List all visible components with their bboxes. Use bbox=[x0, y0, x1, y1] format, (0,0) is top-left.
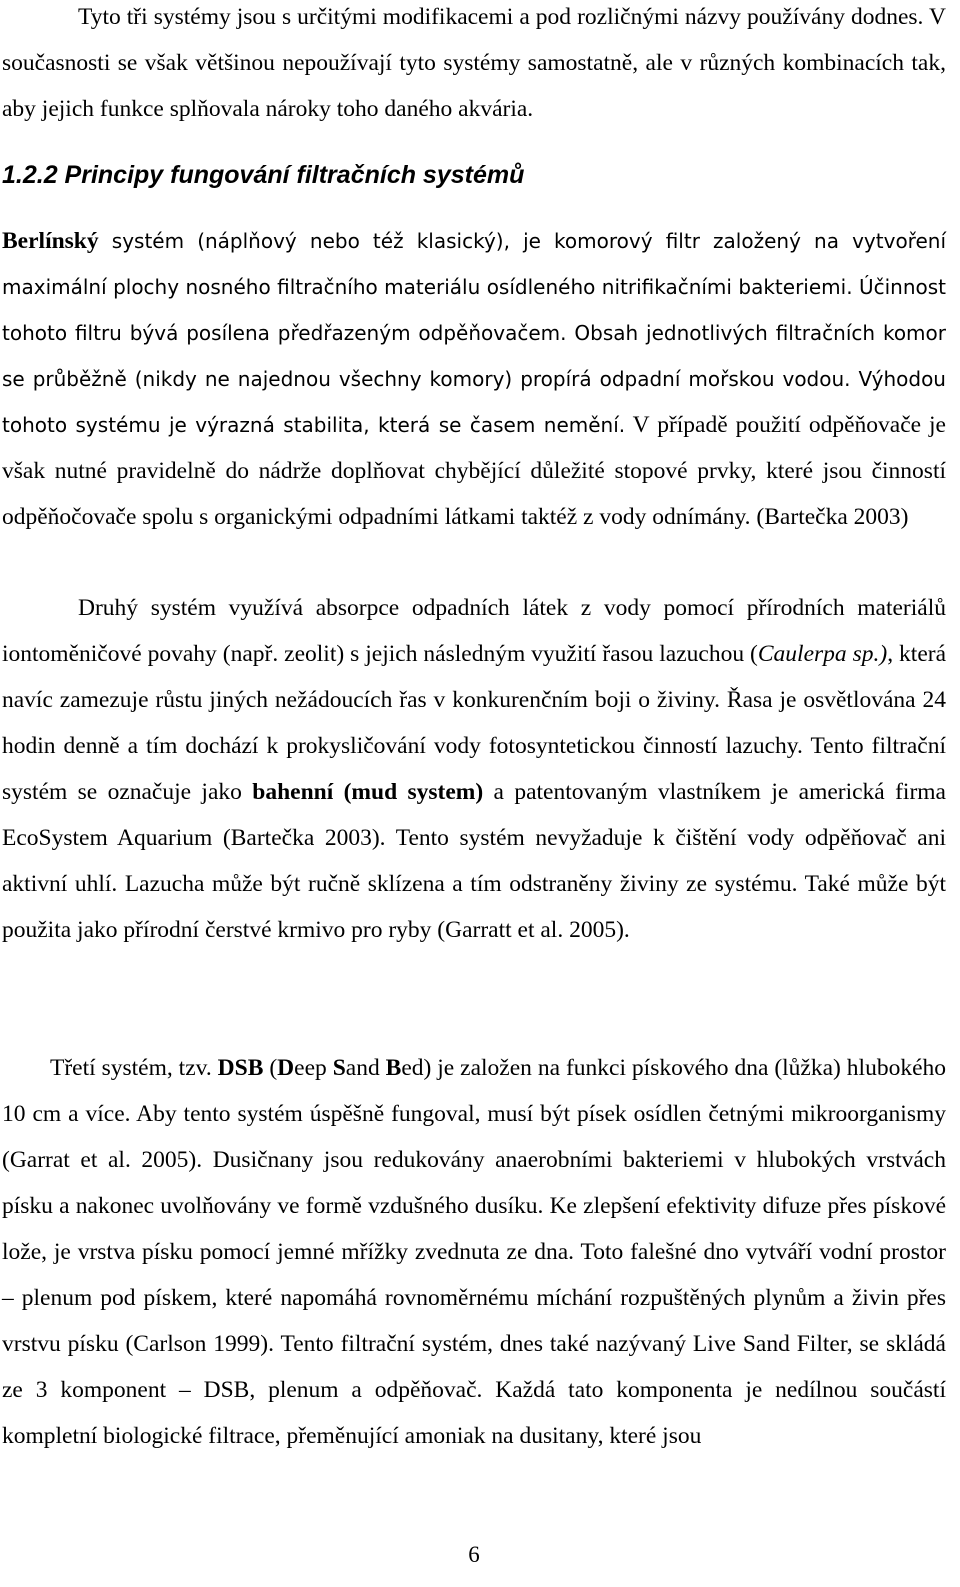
dsb-eep: eep bbox=[294, 1055, 333, 1081]
mud-system-term: bahenní (mud system) bbox=[252, 779, 484, 805]
intro-paragraph bbox=[2, 0, 946, 132]
section-heading: 1.2.2 Principy fungování filtračních systémů bbox=[2, 161, 525, 189]
dsb-letter-b: B bbox=[385, 1055, 402, 1081]
dsb-ed: ed) bbox=[401, 1055, 432, 1081]
dsb-letter-d: D bbox=[277, 1055, 295, 1081]
second-text-a: Druhý systém využívá absorpce odpadních látek z vody pomocí přírodních materiálů iontoměničové povahy (např. zeolit) s jejich následným využití řasou lazuchou ( bbox=[2, 595, 946, 667]
berlin-term: Berlínský bbox=[2, 228, 99, 254]
third-system-paragraph bbox=[2, 1045, 946, 1459]
second-text-c: a patentovaným vlastníkem je americká firma EcoSystem Aquarium (Bartečka 2003). Tento systém nevyžaduje k čištění vody odpěňovač ani aktivní uhlí. Lazucha může být ručně sklízena a tím odstraněny živiny ze systému. Také může být použita jako přírodní čerstvé krmivo pro ryby (Garratt et al. 2005). bbox=[2, 779, 946, 943]
third-text-b: je založen na funkci pískového dna (lůžka) hlubokého 10 cm a více. Aby tento systém úspěšně fungoval, musí být písek osídlen četnými mikroorganismy (Garrat et al. 2005). Dusičnany jsou redukovány anaerobními bakteriemi v hlubokých vrstvách písku a nakonec uvolňovány ve formě vzdušného dusíku. Ke zlepšení efektivity difuze přes pískové lože, je vrstva písku pomocí jemné mřížky zvednuta ze dna. Toto falešné dno vytváří vodní prostor – plenum pod pískem, které napomáhá rovnoměrnému míchání rozpuštěných plynům a živin přes vrstvu písku (Carlson 1999). Tento filtrační systém, dnes také nazývaný Live Sand Filter, se skládá ze 3 komponent – DSB, plenum a odpěňovač. Každá tato komponenta je nedílnou součástí kompletní biologické filtrace, přeměnující amoniak na dusitany, které jsou bbox=[2, 1055, 946, 1449]
page-number: 6 bbox=[468, 1542, 480, 1567]
berlin-text: systém (náplňový nebo též klasický), je komorový filtr založený na vytvoření maximální plochy nosného filtračního materiálu osídleného nitrifikačními bakteriemi. Účinnost tohoto filtru bývá posílena předřazeným odpěňovačem. Obsah jednotlivých filtračních komor se průběžně (nikdy ne najednou všechny komory) propírá odpadní mořskou vodou. Výhodou tohoto systému je výrazná stabilita, která se časem nemění. bbox=[2, 229, 946, 437]
dsb-and: and bbox=[345, 1055, 386, 1081]
species-name: Caulerpa sp.) bbox=[757, 641, 888, 667]
dsb-term: DSB bbox=[217, 1055, 264, 1081]
third-text-a: Třetí systém, tzv. bbox=[50, 1055, 218, 1081]
second-text-b: , která navíc zamezuje růstu jiných nežádoucích řas v konkurenčním boji o živiny. Řasa je osvětlována 24 hodin denně a tím dochází k prokysličování vody fotosyntetickou činností lazuchy. Tento filtrační systém se označuje jako bbox=[2, 641, 947, 805]
berlin-text-continued: V případě použití odpěňovače je však nutné pravidelně do nádrže doplňovat chybějící důležité stopové prvky, které jsou činností odpěňočovače spolu s organickými odpadními látkami taktéž z vody odnímány. (Bartečka 2003) bbox=[2, 412, 946, 530]
intro-text: Tyto tři systémy jsou s určitými modifikacemi a pod rozličnými názvy používány dodnes. V současnosti se však většinou nepoužívají tyto systémy samostatně, ale v různých kombinacích tak, aby jejich funkce splňovala nároky toho daného akvária. bbox=[2, 4, 946, 122]
dsb-letter-s: S bbox=[332, 1055, 346, 1081]
berlin-paragraph bbox=[2, 218, 946, 540]
dsb-open-paren: ( bbox=[263, 1055, 278, 1081]
second-system-paragraph bbox=[2, 585, 946, 953]
